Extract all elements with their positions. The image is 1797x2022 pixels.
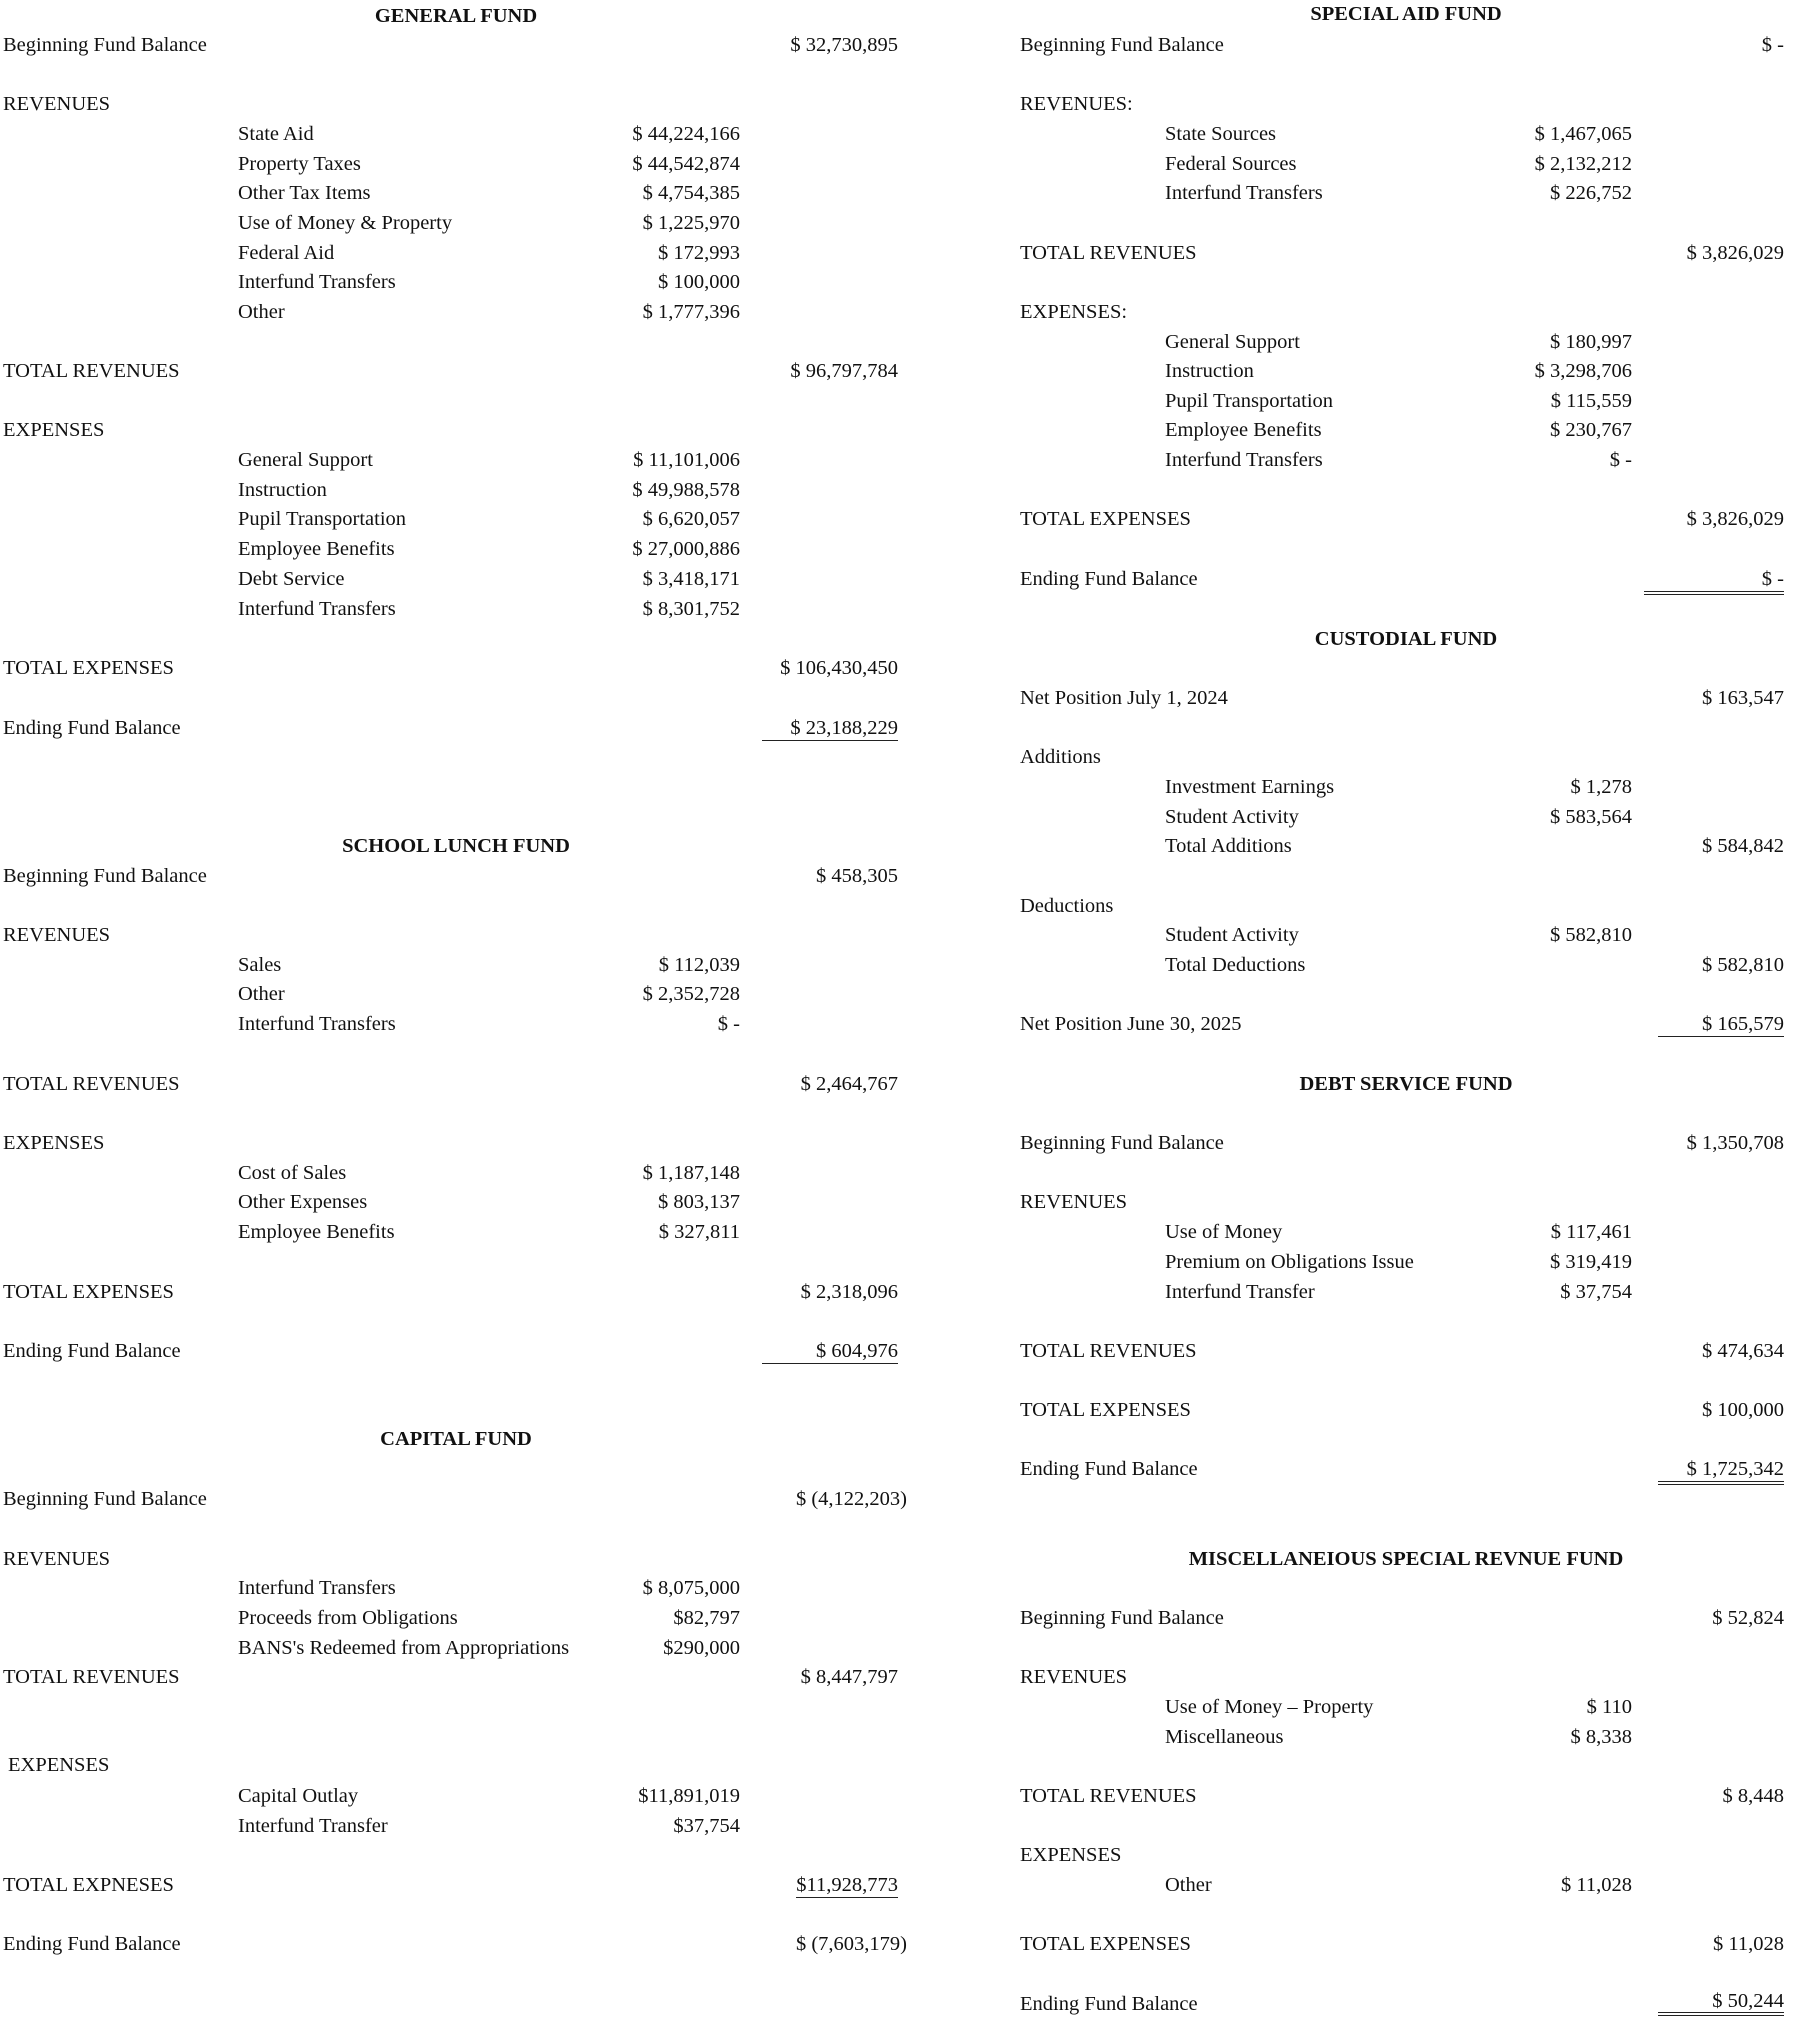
school-lunch-total-revenues-value: $ 2,464,767 [800,1073,898,1095]
debt-service-beginning-label: Beginning Fund Balance [1020,1132,1224,1154]
misc-fund-total-expenses-value: $ 11,028 [1713,1933,1784,1955]
custodial-fund-title: CUSTODIAL FUND [1314,628,1498,650]
debt-service-beginning-value: $ 1,350,708 [1686,1132,1784,1154]
capital-fund-ending-label: Ending Fund Balance [3,1933,181,1955]
school-lunch-expense-value: $ 1,187,148 [642,1162,740,1184]
special-aid-ending-value: $ - [1644,567,1784,595]
school-lunch-expense-value: $ 803,137 [658,1191,740,1213]
custodial-deductions-label: Deductions [1020,895,1114,917]
special-aid-expenses-label: EXPENSES: [1020,301,1128,323]
special-aid-revenue-value: $ 2,132,212 [1534,153,1632,175]
general-fund-title: GENERAL FUND [374,5,538,27]
custodial-addition-value: $ 583,564 [1550,806,1632,828]
special-aid-expense-value: $ 180,997 [1550,331,1632,353]
special-aid-revenues-label: REVENUES: [1020,93,1133,115]
special-aid-revenue-value: $ 226,752 [1550,182,1632,204]
general-fund-expenses-label: EXPENSES [3,419,105,441]
debt-service-fund-title: DEBT SERVICE FUND [1299,1073,1513,1095]
general-fund-revenue-label: State Aid [238,123,314,145]
general-fund-total-expenses-label: TOTAL EXPENSES [3,657,174,679]
special-aid-revenue-label: Interfund Transfers [1165,182,1323,204]
general-fund-revenue-label: Other [238,301,285,323]
capital-fund-ending-value: $ (7,603,179) [795,1933,907,1955]
general-fund-beginning-value: $ 32,730,895 [790,34,898,56]
custodial-addition-label: Investment Earnings [1165,776,1335,798]
misc-fund-beginning-value: $ 52,824 [1712,1607,1784,1629]
school-lunch-total-expenses-label: TOTAL EXPENSES [3,1281,174,1303]
general-fund-expense-label: Debt Service [238,568,345,590]
capital-fund-expenses-label: EXPENSES [8,1754,110,1776]
general-fund-expense-value: $ 49,988,578 [632,479,740,501]
custodial-total-deductions-value: $ 582,810 [1702,954,1784,976]
debt-service-revenue-label: Premium on Obligations Issue [1165,1251,1414,1273]
general-fund-ending-value: $ 23,188,229 [762,716,898,741]
general-fund-total-revenues-label: TOTAL REVENUES [3,360,180,382]
capital-fund-revenue-value: $ 8,075,000 [642,1577,740,1599]
misc-fund-revenues-label: REVENUES [1020,1666,1128,1688]
school-lunch-expense-label: Cost of Sales [238,1162,347,1184]
misc-fund-revenue-label: Miscellaneous [1165,1726,1284,1748]
capital-fund-expense-label: Interfund Transfer [238,1815,388,1837]
capital-fund-expense-label: Capital Outlay [238,1785,359,1807]
custodial-additions-label: Additions [1020,746,1101,768]
debt-service-ending-label: Ending Fund Balance [1020,1458,1198,1480]
general-fund-revenue-value: $ 172,993 [658,242,740,264]
special-aid-ending-label: Ending Fund Balance [1020,568,1198,590]
debt-service-ending-value: $ 1,725,342 [1658,1457,1784,1485]
misc-fund-ending-value: $ 50,244 [1658,1990,1784,2016]
general-fund-revenue-label: Other Tax Items [238,182,371,204]
misc-fund-revenue-label: Use of Money – Property [1165,1696,1374,1718]
special-aid-expense-value: $ 230,767 [1550,419,1632,441]
special-aid-total-revenues-label: TOTAL REVENUES [1020,242,1197,264]
general-fund-expense-value: $ 6,620,057 [642,508,740,530]
capital-fund-total-revenues-label: TOTAL REVENUES [3,1666,180,1688]
general-fund-revenue-value: $ 44,224,166 [632,123,740,145]
general-fund-revenue-value: $ 100,000 [658,271,740,293]
special-aid-expense-label: General Support [1165,331,1300,353]
debt-service-total-expenses-value: $ 100,000 [1702,1399,1784,1421]
general-fund-expense-label: Instruction [238,479,327,501]
debt-service-revenue-value: $ 117,461 [1550,1221,1632,1243]
general-fund-expense-label: Pupil Transportation [238,508,407,530]
capital-fund-revenue-value: $82,797 [673,1607,740,1629]
general-fund-revenue-label: Interfund Transfers [238,271,396,293]
general-fund-beginning-label: Beginning Fund Balance [3,34,207,56]
debt-service-revenues-label: REVENUES [1020,1191,1128,1213]
custodial-deduction-value: $ 582,810 [1550,924,1632,946]
special-aid-expense-label: Pupil Transportation [1165,390,1334,412]
misc-fund-ending-label: Ending Fund Balance [1020,1993,1198,2015]
capital-fund-beginning-value: $ (4,122,203) [795,1488,907,1510]
general-fund-expense-value: $ 8,301,752 [642,598,740,620]
capital-fund-total-expenses-label: TOTAL EXPNESES [3,1874,174,1896]
school-lunch-revenues-label: REVENUES [3,924,111,946]
custodial-total-additions-value: $ 584,842 [1702,835,1784,857]
custodial-deduction-label: Student Activity [1165,924,1299,946]
capital-fund-revenues-label: REVENUES [3,1548,111,1570]
debt-service-revenue-value: $ 319,419 [1550,1251,1632,1273]
general-fund-ending-label: Ending Fund Balance [3,717,181,739]
capital-fund-beginning-label: Beginning Fund Balance [3,1488,207,1510]
misc-fund-expense-label: Other [1165,1874,1212,1896]
general-fund-revenue-value: $ 44,542,874 [632,153,740,175]
general-fund-total-revenues-value: $ 96,797,784 [790,360,898,382]
capital-fund-revenue-label: Interfund Transfers [238,1577,396,1599]
misc-fund-revenue-value: $ 110 [1586,1696,1632,1718]
general-fund-total-expenses-value: $ 106,430,450 [780,657,898,679]
general-fund-revenue-label: Use of Money & Property [238,212,453,234]
debt-service-total-revenues-label: TOTAL REVENUES [1020,1340,1197,1362]
school-lunch-revenue-value: $ 2,352,728 [642,983,740,1005]
school-lunch-total-expenses-value: $ 2,318,096 [800,1281,898,1303]
debt-service-revenue-value: $ 37,754 [1560,1281,1632,1303]
custodial-addition-label: Student Activity [1165,806,1299,828]
school-lunch-revenue-label: Interfund Transfers [238,1013,396,1035]
school-lunch-expense-value: $ 327,811 [658,1221,740,1243]
special-aid-expense-value: $ - [1609,449,1632,471]
debt-service-revenue-label: Use of Money [1165,1221,1283,1243]
school-lunch-expenses-label: EXPENSES [3,1132,105,1154]
special-aid-total-revenues-value: $ 3,826,029 [1686,242,1784,264]
special-aid-expense-value: $ 115,559 [1550,390,1632,412]
school-lunch-beginning-value: $ 458,305 [816,865,898,887]
general-fund-revenue-value: $ 4,754,385 [642,182,740,204]
capital-fund-revenue-label: BANS's Redeemed from Appropriations [238,1637,570,1659]
misc-fund-total-revenues-label: TOTAL REVENUES [1020,1785,1197,1807]
special-aid-total-expenses-value: $ 3,826,029 [1686,508,1784,530]
debt-service-revenue-label: Interfund Transfer [1165,1281,1315,1303]
general-fund-expense-label: Employee Benefits [238,538,395,560]
school-lunch-beginning-label: Beginning Fund Balance [3,865,207,887]
special-aid-expense-label: Employee Benefits [1165,419,1322,441]
capital-fund-expense-value: $11,891,019 [638,1785,740,1807]
school-lunch-total-revenues-label: TOTAL REVENUES [3,1073,180,1095]
school-lunch-expense-label: Employee Benefits [238,1221,395,1243]
school-lunch-revenue-value: $ 112,039 [658,954,740,976]
school-lunch-revenue-label: Sales [238,954,282,976]
misc-fund-total-revenues-value: $ 8,448 [1722,1785,1784,1807]
school-lunch-ending-value: $ 604,976 [762,1339,898,1364]
school-lunch-revenue-value: $ - [717,1013,740,1035]
general-fund-revenues-label: REVENUES [3,93,111,115]
custodial-net-start-value: $ 163,547 [1702,687,1784,709]
misc-fund-revenue-value: $ 8,338 [1570,1726,1632,1748]
debt-service-total-revenues-value: $ 474,634 [1702,1340,1784,1362]
capital-fund-total-expenses-value: $11,928,773 [796,1874,898,1896]
custodial-net-end-value: $ 165,579 [1658,1012,1784,1037]
general-fund-revenue-value: $ 1,225,970 [642,212,740,234]
school-lunch-fund-title: SCHOOL LUNCH FUND [342,835,570,857]
general-fund-revenue-value: $ 1,777,396 [642,301,740,323]
special-aid-expense-label: Instruction [1165,360,1254,382]
special-aid-total-expenses-label: TOTAL EXPENSES [1020,508,1191,530]
general-fund-expense-label: General Support [238,449,373,471]
misc-fund-expenses-label: EXPENSES [1020,1844,1122,1866]
special-aid-revenue-value: $ 1,467,065 [1534,123,1632,145]
special-aid-revenue-label: Federal Sources [1165,153,1297,175]
misc-fund-total-expenses-label: TOTAL EXPENSES [1020,1933,1191,1955]
special-aid-expense-label: Interfund Transfers [1165,449,1323,471]
general-fund-expense-value: $ 3,418,171 [642,568,740,590]
capital-fund-expense-value: $37,754 [673,1815,740,1837]
general-fund-revenue-label: Federal Aid [238,242,335,264]
school-lunch-revenue-label: Other [238,983,285,1005]
special-aid-beginning-label: Beginning Fund Balance [1020,34,1224,56]
custodial-net-end-label: Net Position June 30, 2025 [1020,1013,1242,1035]
capital-fund-total-revenues-value: $ 8,447,797 [800,1666,898,1688]
capital-fund-revenue-value: $290,000 [663,1637,740,1659]
general-fund-revenue-label: Property Taxes [238,153,361,175]
special-aid-beginning-value: $ - [1761,34,1784,56]
debt-service-total-expenses-label: TOTAL EXPENSES [1020,1399,1191,1421]
custodial-addition-value: $ 1,278 [1570,776,1632,798]
custodial-total-additions-label: Total Additions [1165,835,1292,857]
capital-fund-revenue-label: Proceeds from Obligations [238,1607,458,1629]
custodial-net-start-label: Net Position July 1, 2024 [1020,687,1228,709]
capital-fund-title: CAPITAL FUND [380,1428,532,1450]
misc-fund-beginning-label: Beginning Fund Balance [1020,1607,1224,1629]
special-aid-expense-value: $ 3,298,706 [1534,360,1632,382]
special-aid-revenue-label: State Sources [1165,123,1277,145]
custodial-total-deductions-label: Total Deductions [1165,954,1306,976]
misc-fund-expense-value: $ 11,028 [1561,1874,1632,1896]
special-aid-fund-title: SPECIAL AID FUND [1310,3,1502,25]
general-fund-expense-label: Interfund Transfers [238,598,396,620]
school-lunch-ending-label: Ending Fund Balance [3,1340,181,1362]
misc-special-revenue-fund-title: MISCELLANEIOUS SPECIAL REVNUE FUND [1188,1548,1624,1570]
general-fund-expense-value: $ 11,101,006 [633,449,740,471]
school-lunch-expense-label: Other Expenses [238,1191,368,1213]
general-fund-expense-value: $ 27,000,886 [632,538,740,560]
